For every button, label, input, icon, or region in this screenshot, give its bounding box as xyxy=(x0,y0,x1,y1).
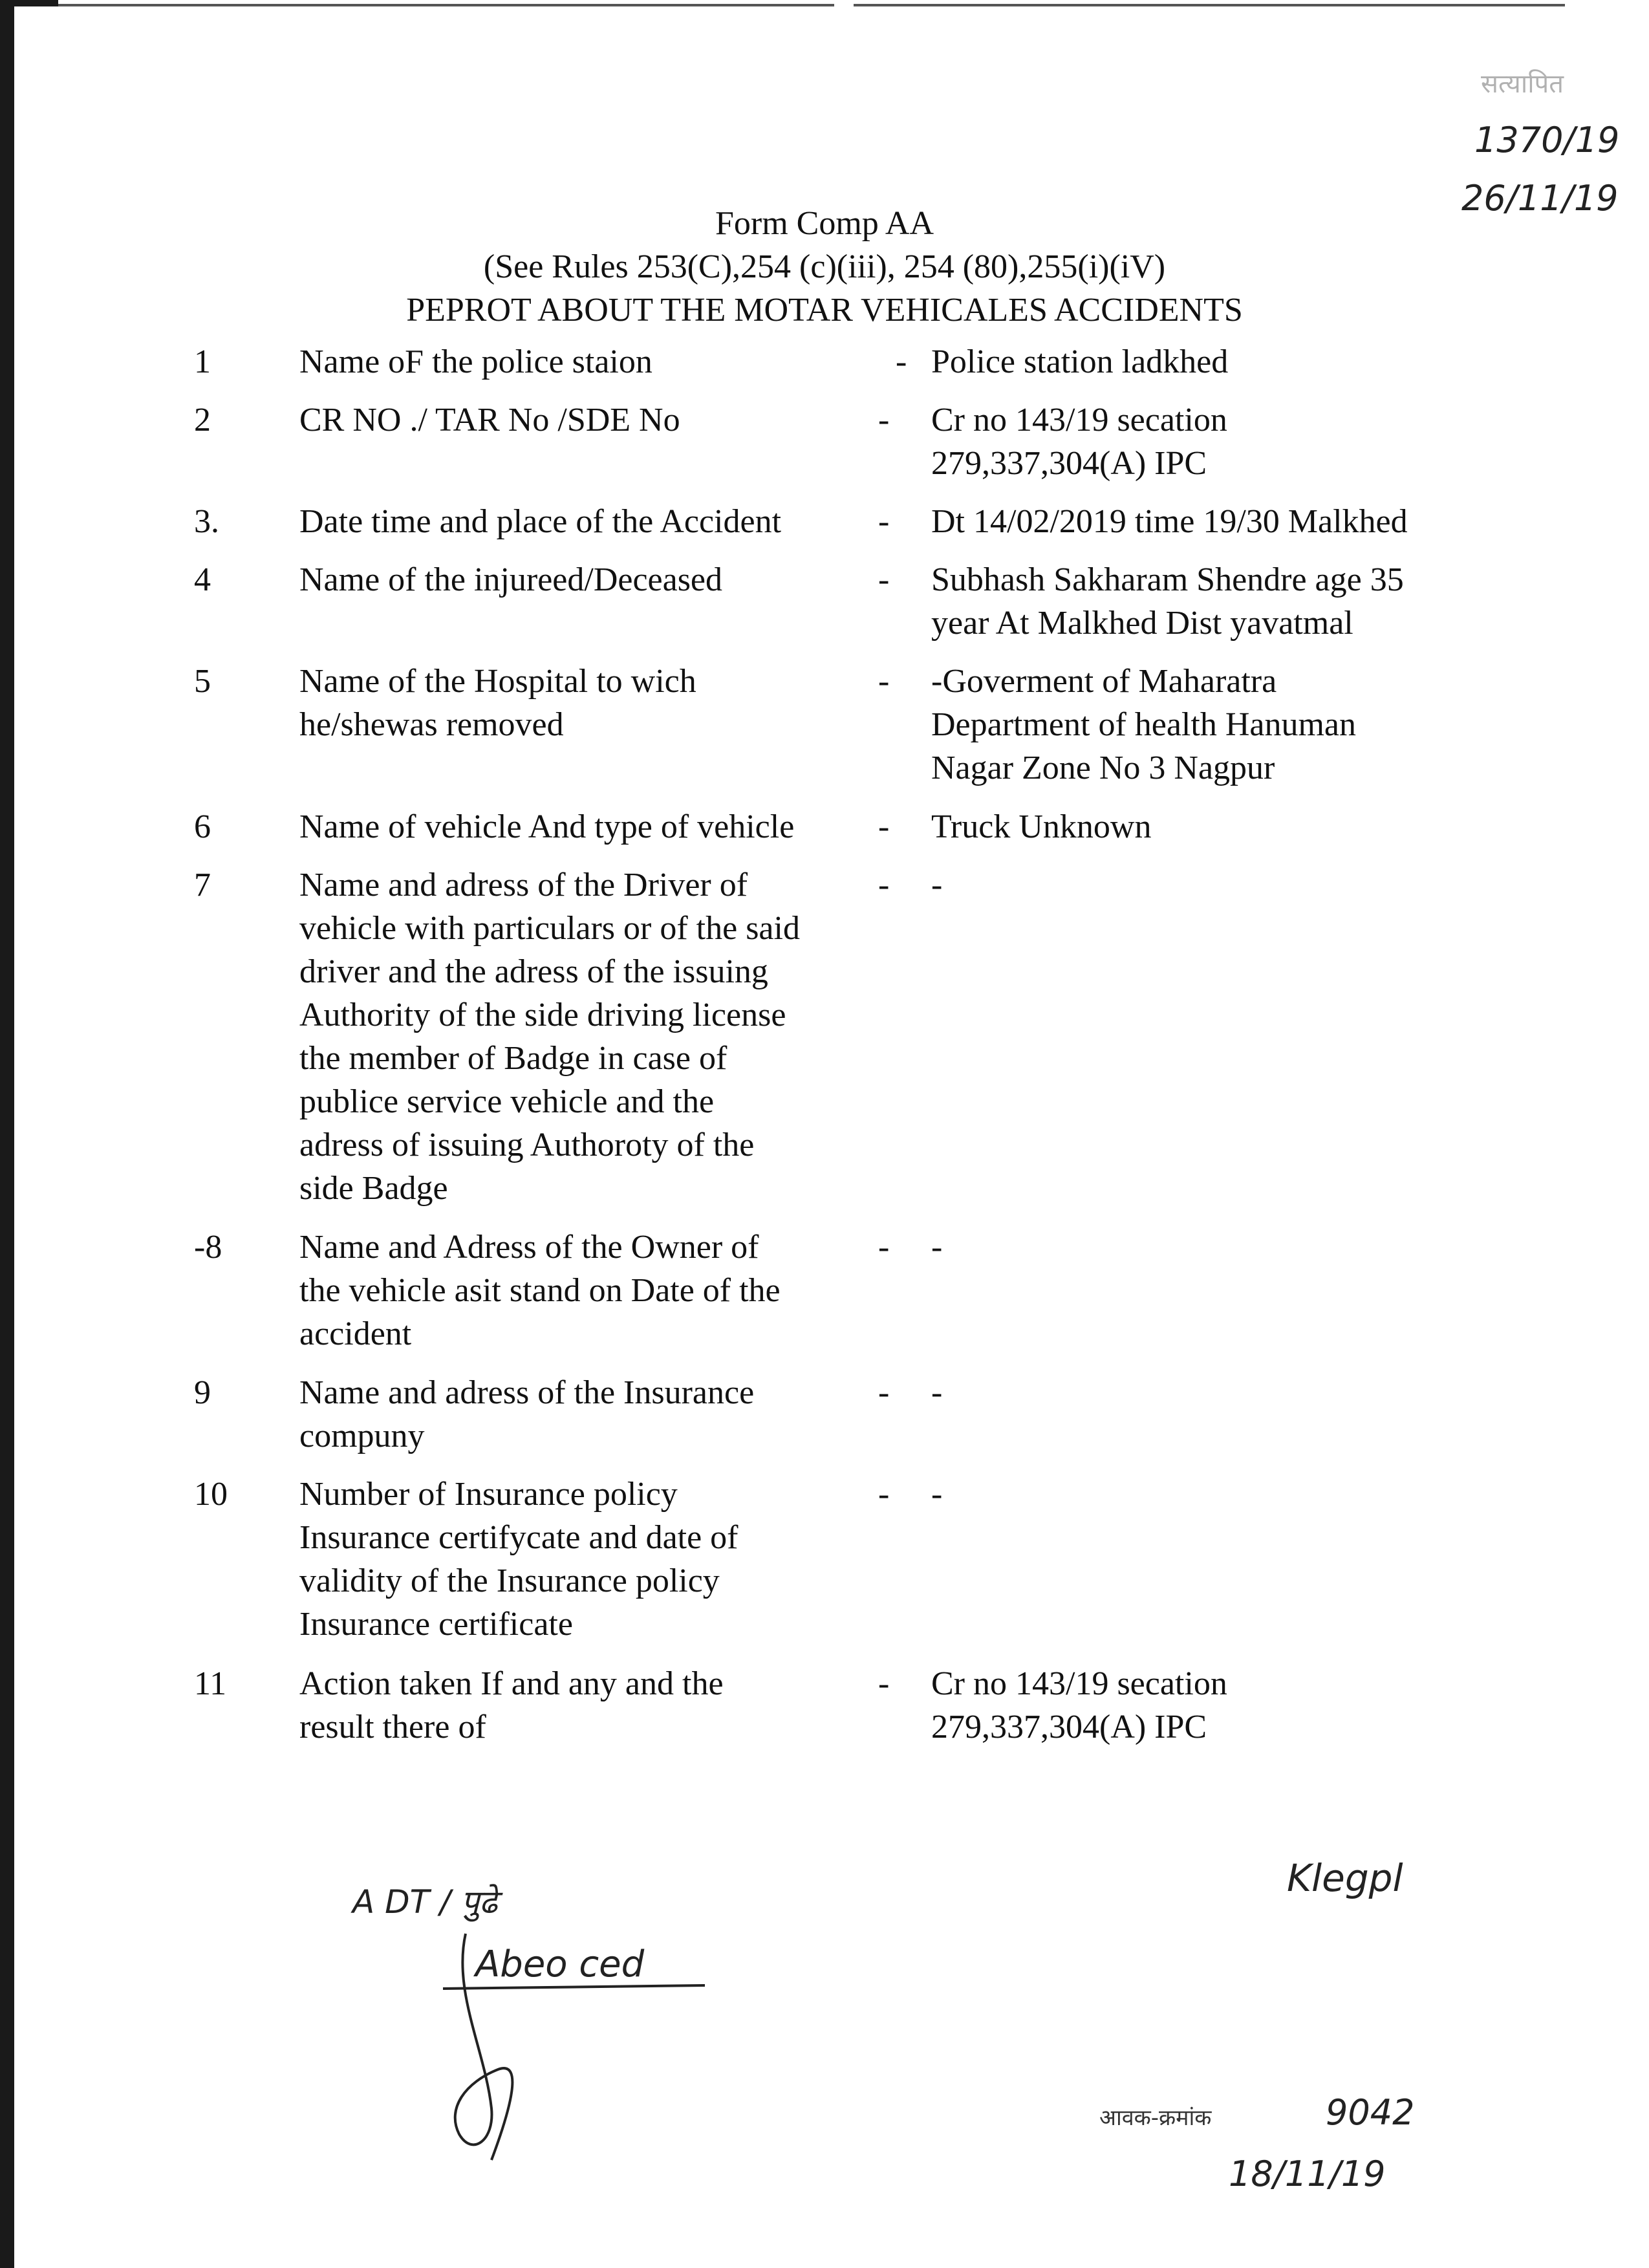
bottom-stamp-label: आवक-क्रमांक xyxy=(1099,2105,1212,2131)
row-label xyxy=(299,500,894,543)
handwritten-note: A DT / पुढे xyxy=(352,1883,498,1921)
row-value-line: Subhash Sakharam Shendre age 35 xyxy=(931,561,1404,598)
row-number: 10 xyxy=(194,1476,228,1513)
row-label-line: adress of issuing Authoroty of the xyxy=(299,1127,755,1163)
row-label-line: driver and the adress of the issuing xyxy=(299,953,768,990)
row-dash: - xyxy=(878,808,890,845)
row-label-line: Action taken If and any and the xyxy=(299,1665,724,1702)
row-value-line: Cr no 143/19 secation xyxy=(931,1665,1227,1702)
row-value-line: -Goverment of Maharatra xyxy=(931,663,1277,700)
row-label-line: Name of the Hospital to wich xyxy=(299,663,696,700)
row-dash: - xyxy=(878,1665,890,1702)
row-label-line: validity of the Insurance policy xyxy=(299,1562,720,1599)
row-dash: - xyxy=(878,402,890,438)
row-number: 9 xyxy=(194,1374,211,1411)
handwritten-note: Abeo ced xyxy=(475,1943,645,1985)
row-value-line: 279,337,304(A) IPC xyxy=(931,445,1207,482)
row-value-line: - xyxy=(931,1374,943,1411)
row-dash: - xyxy=(878,561,890,598)
row-value xyxy=(931,1371,983,1414)
row-number: 6 xyxy=(194,808,211,845)
row-label xyxy=(299,805,894,848)
row-value-line: - xyxy=(931,867,943,903)
row-label-line: compuny xyxy=(299,1418,425,1454)
row-label-line: Name and adress of the Insurance xyxy=(299,1374,755,1411)
row-value xyxy=(931,805,1565,848)
row-dash: - xyxy=(878,867,890,903)
row-value-line: year At Malkhed Dist yavatmal xyxy=(931,605,1353,642)
row-value xyxy=(931,1226,983,1269)
bottom-stamp-date: 18/11/19 xyxy=(1229,2154,1386,2194)
row-value-line: - xyxy=(931,1476,943,1513)
row-label-line: the member of Badge in case of xyxy=(299,1040,727,1077)
row-value xyxy=(931,1473,983,1516)
row-label-line: accident xyxy=(299,1315,412,1352)
row-value-line: Cr no 143/19 secation xyxy=(931,402,1227,438)
row-label-line: publice service vehicle and the xyxy=(299,1083,715,1120)
row-number: 4 xyxy=(194,561,211,598)
row-label-line: vehicle with particulars or of the said xyxy=(299,910,800,947)
row-value-line: Nagar Zone No 3 Nagpur xyxy=(931,750,1275,786)
row-label xyxy=(299,398,894,442)
row-label xyxy=(299,1662,894,1749)
row-label-line: Name oF the police staion xyxy=(299,343,652,380)
row-label-line: Name and Adress of the Owner of xyxy=(299,1229,759,1266)
row-label xyxy=(299,1371,894,1458)
inward-date: 26/11/19 xyxy=(1461,178,1619,219)
row-value xyxy=(931,863,983,907)
row-number: 1 xyxy=(194,343,211,380)
signature-left xyxy=(414,1908,776,2179)
row-label-line: Name of vehicle And type of vehicle xyxy=(299,808,795,845)
row-dash: - xyxy=(878,1476,890,1513)
row-value-line: Department of health Hanuman xyxy=(931,706,1356,743)
row-value xyxy=(931,660,1565,790)
row-number: 2 xyxy=(194,402,211,438)
row-label xyxy=(299,1226,894,1355)
row-value-line: Dt 14/02/2019 time 19/30 Malkhed xyxy=(931,503,1408,540)
row-value xyxy=(931,500,1565,543)
row-label-line: the vehicle asit stand on Date of the xyxy=(299,1272,781,1309)
row-label-line: Name of the injureed/Deceased xyxy=(299,561,723,598)
scanned-page-edge xyxy=(0,0,14,2268)
row-number: 7 xyxy=(194,867,211,903)
inward-stamp-header: सत्यापित xyxy=(1481,69,1564,99)
row-label-line: Name and adress of the Driver of xyxy=(299,867,748,903)
row-label xyxy=(299,1473,894,1646)
form-rules: (See Rules 253(C),254 (c)(iii), 254 (80),255(i)(iV) xyxy=(483,248,1166,285)
row-label xyxy=(299,863,894,1210)
scanned-page-edge-hook xyxy=(0,0,58,6)
row-value-line: Police station ladkhed xyxy=(931,343,1229,380)
row-label xyxy=(299,660,894,746)
form-heading: PEPROT ABOUT THE MOTAR VEHICALES ACCIDENTS xyxy=(406,292,1243,329)
row-number: 5 xyxy=(194,663,211,700)
row-number: -8 xyxy=(194,1229,222,1266)
row-value-line: Truck Unknown xyxy=(931,808,1152,845)
row-label xyxy=(299,340,894,383)
row-dash: - xyxy=(878,1229,890,1266)
top-border-line xyxy=(58,4,834,6)
row-value-line: - xyxy=(931,1229,943,1266)
row-label xyxy=(299,558,894,601)
row-number: 11 xyxy=(194,1665,227,1702)
row-label-line: Insurance certifycate and date of xyxy=(299,1519,738,1556)
row-dash: - xyxy=(878,503,890,540)
handwritten-initials: Klegpl xyxy=(1287,1856,1403,1900)
row-dash: - xyxy=(878,663,890,700)
top-border-line xyxy=(854,4,1565,6)
row-label-line: he/shewas removed xyxy=(299,706,564,743)
row-value xyxy=(931,340,1565,383)
row-label-line: side Badge xyxy=(299,1170,448,1207)
row-label-line: Authority of the side driving license xyxy=(299,997,786,1033)
row-value xyxy=(931,1662,1565,1749)
row-label-line: Number of Insurance policy xyxy=(299,1476,678,1513)
row-label-line: CR NO ./ TAR No /SDE No xyxy=(299,402,680,438)
form-title: Form Comp AA xyxy=(715,205,934,242)
inward-number: 1370/19 xyxy=(1474,120,1620,160)
row-value xyxy=(931,398,1565,485)
row-number: 3. xyxy=(194,503,219,540)
row-dash: - xyxy=(896,343,907,380)
row-label-line: Date time and place of the Accident xyxy=(299,503,782,540)
row-value-line: 279,337,304(A) IPC xyxy=(931,1709,1207,1745)
row-label-line: result there of xyxy=(299,1709,486,1745)
row-dash: - xyxy=(878,1374,890,1411)
row-value xyxy=(931,558,1565,645)
bottom-stamp-number: 9042 xyxy=(1326,2092,1415,2133)
row-label-line: Insurance certificate xyxy=(299,1606,573,1643)
